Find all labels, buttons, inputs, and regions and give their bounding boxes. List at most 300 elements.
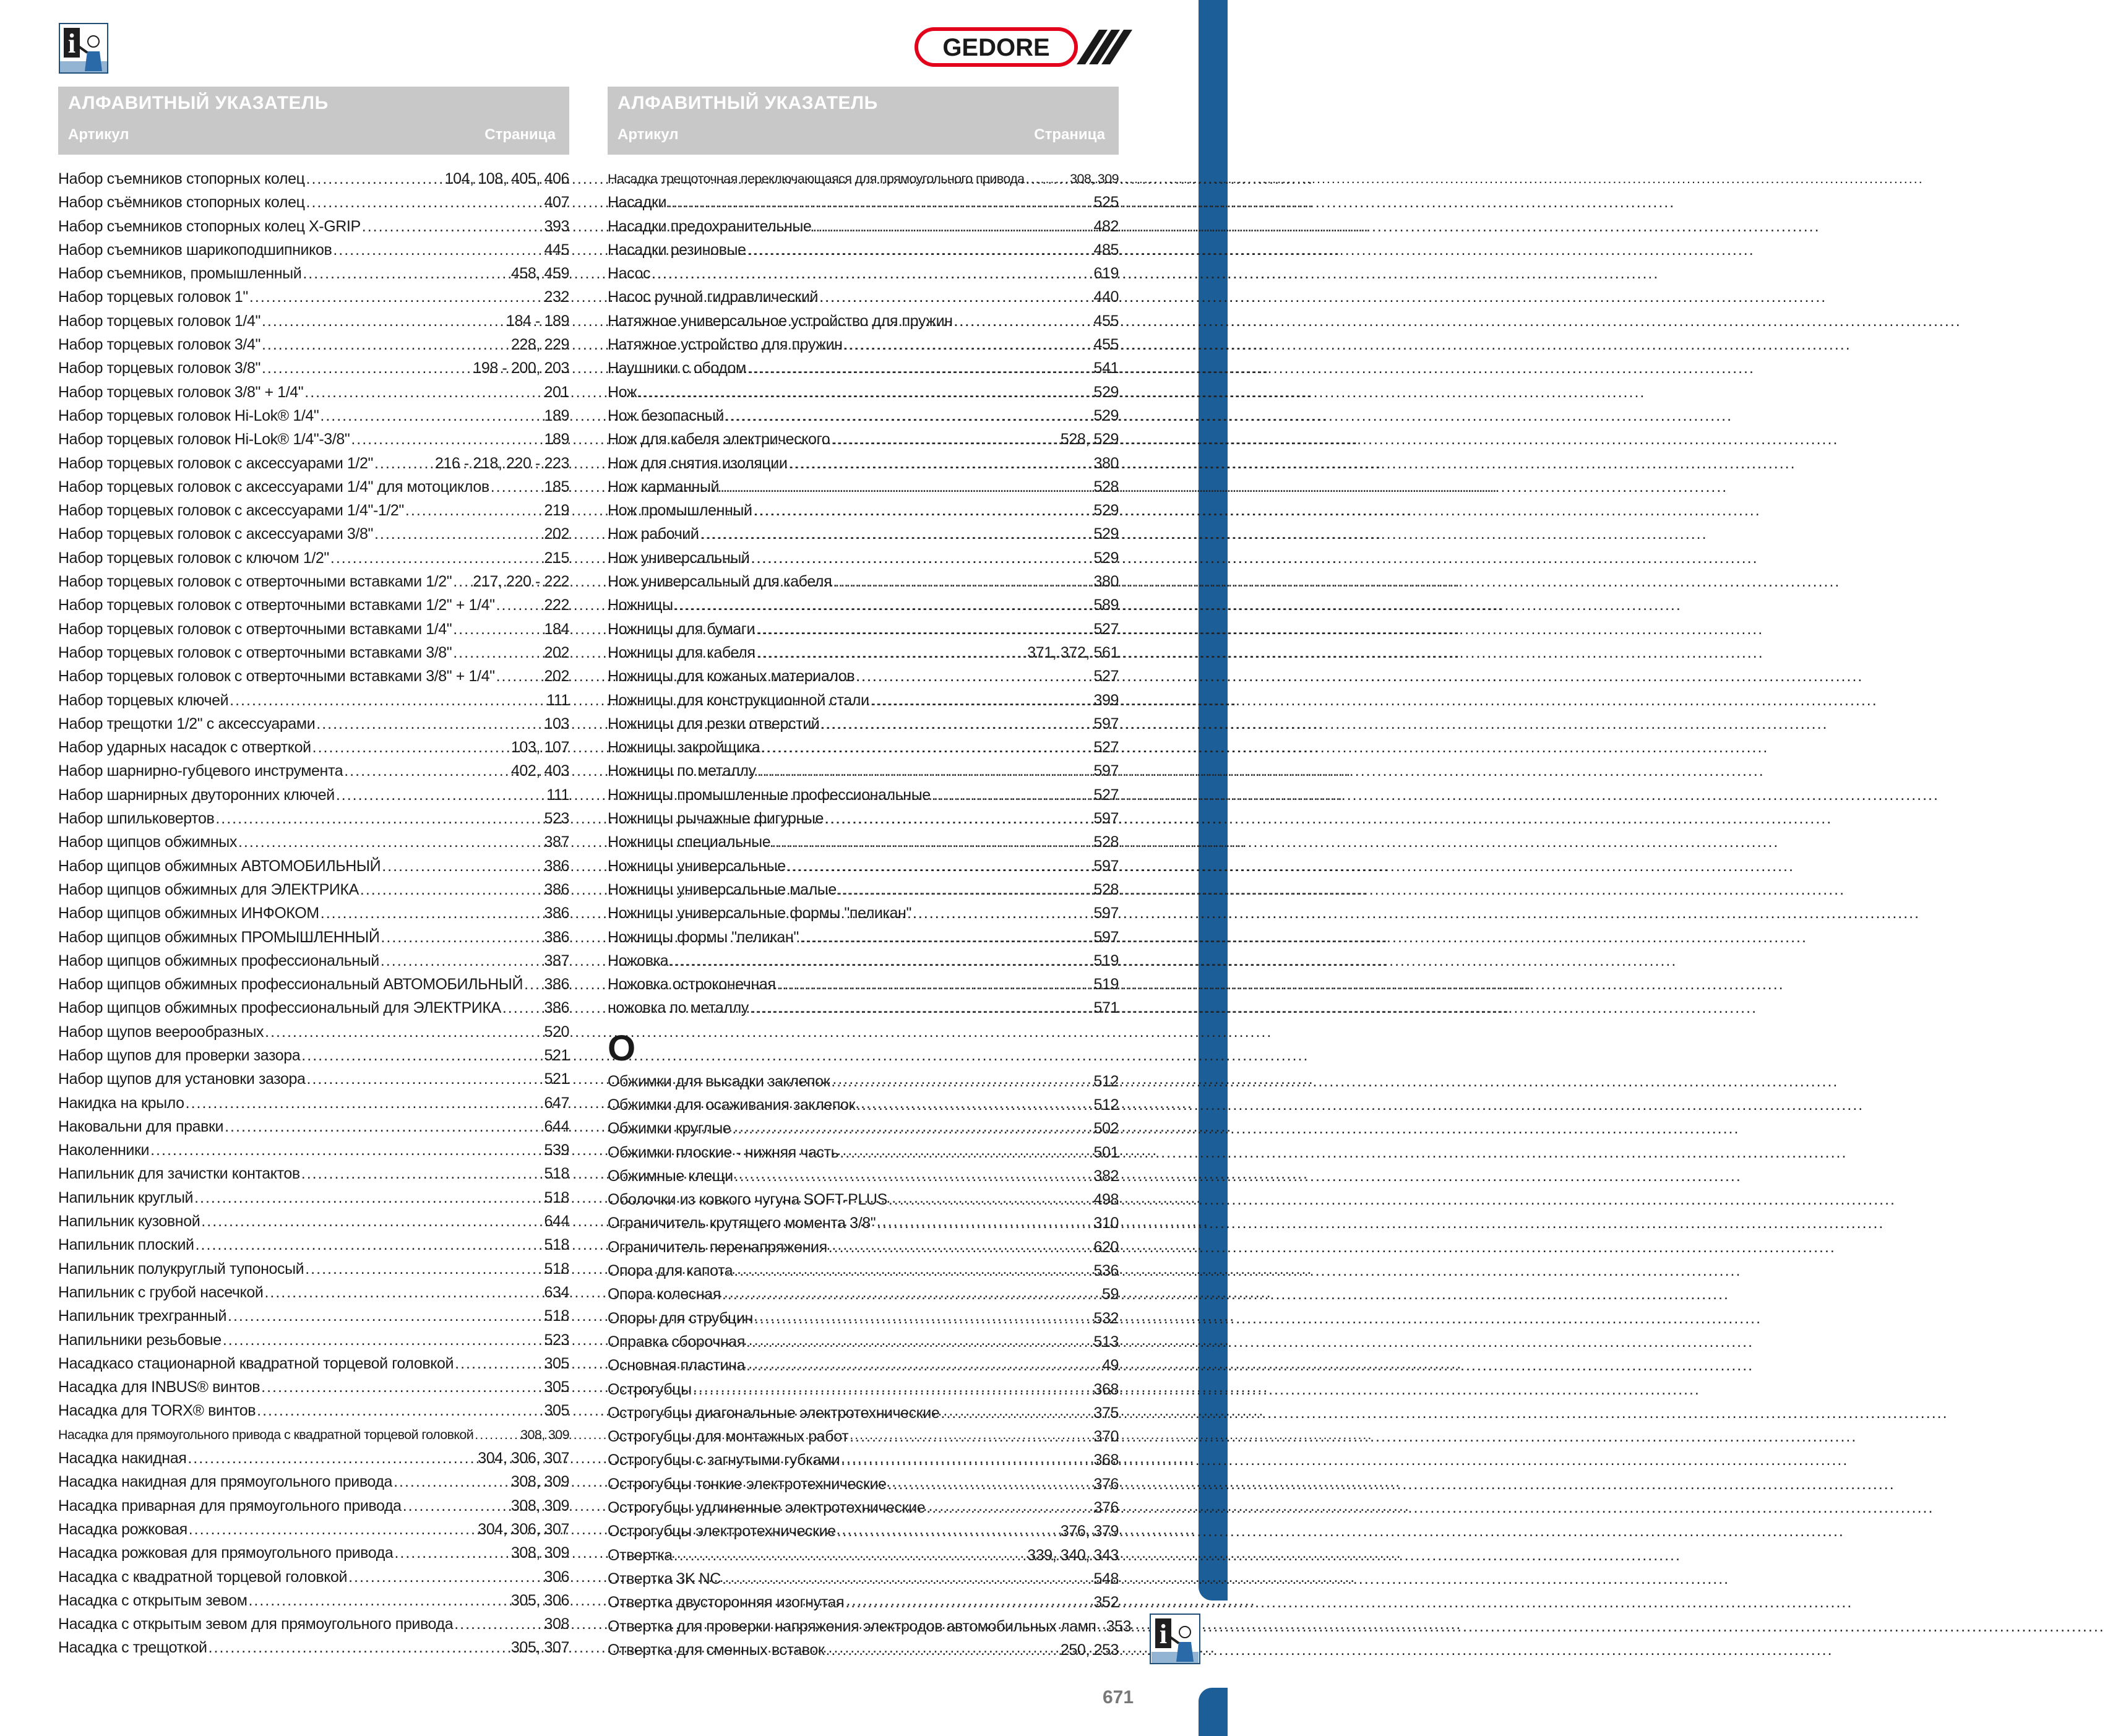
entry-article: Ножницы рычажные фигурные <box>608 810 824 828</box>
index-entry <box>58 167 569 191</box>
entry-article: Ножницы универсальные малые <box>608 880 837 898</box>
index-entry <box>58 1375 569 1399</box>
index-entry <box>58 1186 569 1210</box>
section-letter: О <box>608 1028 636 1068</box>
leader-dots <box>833 570 1092 593</box>
entry-article: Ограничитель крутящего момента 3/8" <box>608 1214 876 1232</box>
leader-dots <box>837 1519 1059 1543</box>
leader-dots <box>669 949 1092 973</box>
entry-page: 305, 306 <box>510 1591 569 1609</box>
entry-article: Основная пластина <box>608 1357 745 1375</box>
leader-dots <box>261 1375 543 1399</box>
entry-page: 525 <box>1093 194 1119 212</box>
index-entry <box>58 759 569 783</box>
info-icon <box>1150 1614 1200 1664</box>
index-entry <box>608 1070 1119 1093</box>
svg-text:i: i <box>1159 1619 1168 1649</box>
header-title: АЛФАВИТНЫЙ УКАЗАТЕЛЬ <box>68 93 329 113</box>
entry-page: 219 <box>544 502 569 520</box>
entry-page: 518 <box>544 1307 569 1325</box>
entry-article: Насадка накидная <box>58 1450 187 1467</box>
index-entry <box>58 1233 569 1257</box>
leader-dots <box>787 854 1093 878</box>
entry-article: Насадка с квадратной торцевой головкой <box>58 1568 348 1586</box>
leader-dots <box>262 333 510 356</box>
index-entry <box>608 309 1119 333</box>
entry-page: 370 <box>1093 1428 1119 1446</box>
index-header <box>58 87 569 155</box>
index-entry <box>608 499 1119 522</box>
leader-dots <box>856 1093 1092 1117</box>
entry-page: 597 <box>1093 715 1119 733</box>
leader-dots <box>941 1401 1092 1425</box>
index-entry <box>58 712 569 736</box>
index-entry <box>608 1472 1119 1496</box>
index-entry <box>58 1020 569 1044</box>
index-entry <box>608 1615 1132 1638</box>
entry-article: Напильник с грубой насечкой <box>58 1283 264 1301</box>
index-entry <box>608 926 1119 949</box>
leader-dots <box>757 641 1027 664</box>
entry-page: 386 <box>544 928 569 946</box>
entry-article: Насадка рожковая <box>58 1520 187 1538</box>
entry-page: 548 <box>1093 1570 1119 1588</box>
entry-article: Набор съемников стопорных колец X-GRIP <box>58 217 361 235</box>
entry-article: Ножницы для бумаги <box>608 620 755 638</box>
entry-page: 216 - 218, 220 - 223 <box>434 454 569 472</box>
index-entry <box>58 1257 569 1281</box>
index-entry <box>58 926 569 949</box>
entry-article: Ножовка <box>608 952 669 969</box>
index-entry <box>608 356 1119 380</box>
entry-page: 308, 309 <box>520 1427 569 1442</box>
leader-dots <box>453 617 543 641</box>
entry-article: Набор шарнирных двуторонних ключей <box>58 786 335 804</box>
entry-article: Набор съемников стопорных колец <box>58 170 305 187</box>
index-entry <box>58 736 569 759</box>
leader-dots <box>932 783 1093 807</box>
leader-dots <box>1098 1615 1105 1638</box>
leader-dots <box>228 1304 543 1328</box>
entry-article: Набор ударных насадок с отверткой <box>58 739 311 757</box>
index-entry <box>58 996 569 1020</box>
index-entry <box>58 1138 569 1162</box>
entry-page: 111 <box>546 786 569 804</box>
index-entry <box>608 1567 1119 1591</box>
index-entry <box>58 546 569 570</box>
entry-page: 539 <box>544 1141 569 1159</box>
entry-page: 518 <box>544 1188 569 1206</box>
entry-article: Ограничитель перенапряжения <box>608 1238 827 1256</box>
entry-page: 597 <box>1093 857 1119 875</box>
index-entry <box>608 1496 1119 1519</box>
page-label: Страница <box>484 126 556 143</box>
entry-article: Насадка для прямоугольного привода с квадратной торцевой головкой <box>58 1427 474 1442</box>
index-entry <box>58 664 569 688</box>
entry-article: Отвертка для проверки напряжения электродов автомобильных ламп <box>608 1617 1096 1635</box>
article-label: Артикул <box>68 126 129 143</box>
entry-page: 368 <box>1093 1451 1119 1469</box>
entry-page: 589 <box>1093 596 1119 614</box>
entry-article: Ножницы по металлу <box>608 762 756 780</box>
leader-dots <box>344 759 510 783</box>
index-entry <box>58 333 569 356</box>
entry-page: 103 <box>544 715 569 733</box>
leader-dots <box>316 712 543 736</box>
entry-article: Ножницы <box>608 596 673 614</box>
leader-dots <box>405 499 543 522</box>
entry-article: Нож универсальный для кабеля <box>608 573 832 591</box>
entry-article: Набор торцевых головок с отверточными вставками 1/2" <box>58 573 452 591</box>
entry-article: Наушники с ободом <box>608 359 746 377</box>
entry-article: Насадки резиновые <box>608 241 746 259</box>
index-entry <box>58 404 569 428</box>
entry-article: Напильники резьбовые <box>58 1331 222 1349</box>
entry-article: Отвертка двусторонняя изогнутая <box>608 1594 845 1612</box>
leader-dots <box>693 1378 1093 1401</box>
index-entry <box>608 191 1119 214</box>
entry-page: 440 <box>1093 288 1119 306</box>
entry-page: 571 <box>1093 999 1119 1017</box>
entry-page: 407 <box>544 194 569 212</box>
leader-dots <box>777 973 1092 996</box>
index-entry <box>58 215 569 238</box>
leader-dots <box>746 1330 1093 1354</box>
entry-article: Насадка рожковая для прямоугольного привода <box>58 1544 394 1562</box>
index-entry <box>608 878 1119 901</box>
index-entry <box>58 1210 569 1233</box>
entry-page: 228, 229 <box>510 336 569 354</box>
index-entry <box>58 1518 569 1541</box>
index-entry <box>58 1589 569 1612</box>
entry-page: 386 <box>544 880 569 898</box>
leader-dots <box>348 1565 543 1589</box>
entry-article: Напильник полукруглый тупоносый <box>58 1260 304 1278</box>
leader-dots <box>187 1446 476 1470</box>
leader-dots <box>845 1591 1092 1614</box>
entry-page: 380 <box>1093 573 1119 591</box>
entry-article: Опора для капота <box>608 1262 733 1280</box>
entry-article: Насадка накидная для прямоугольного привода <box>58 1473 393 1491</box>
leader-dots <box>362 215 543 238</box>
entry-article: Набор щипцов обжимных профессиональный для ЭЛЕКТРИКА <box>58 999 501 1017</box>
entry-page: 189 <box>544 406 569 424</box>
entry-article: Наколенники <box>58 1141 150 1159</box>
entry-article: Набор торцевых головок с отверточными вставками 3/8" <box>58 643 452 661</box>
leader-dots <box>249 285 543 309</box>
entry-page: 455 <box>1093 312 1119 330</box>
entry-article: Обжимки плоские - нижняя часть <box>608 1143 839 1161</box>
entry-article: Напильник трехгранный <box>58 1307 227 1325</box>
leader-dots <box>734 1259 1092 1283</box>
right-column <box>608 87 1132 1659</box>
entry-page: 523 <box>544 810 569 828</box>
entry-page: 402, 403 <box>510 762 569 780</box>
leader-dots <box>820 712 1092 736</box>
entry-list <box>608 167 1132 1662</box>
index-entry <box>608 641 1119 664</box>
article-label: Артикул <box>618 126 679 143</box>
leader-dots <box>262 356 471 380</box>
leader-dots <box>761 736 1092 759</box>
index-entry <box>58 285 569 309</box>
entry-page: 111 <box>546 691 569 709</box>
entry-page: 523 <box>544 1331 569 1349</box>
index-entry <box>608 1093 1119 1117</box>
entry-article: Отвертка 3K NC <box>608 1570 721 1588</box>
entry-article: Набор съемников, промышленный <box>58 265 302 283</box>
index-entry <box>58 807 569 830</box>
leader-dots <box>262 309 505 333</box>
index-entry <box>608 854 1119 878</box>
leader-dots <box>230 689 545 712</box>
leader-dots <box>825 807 1092 830</box>
leader-dots <box>668 191 1092 214</box>
entry-article: Острогубцы тонкие электротехнические <box>608 1475 887 1493</box>
entry-article: Набор торцевых головок с аксессуарами 3/8" <box>58 525 373 543</box>
index-entry <box>58 1328 569 1352</box>
entry-page: 371, 372, 561 <box>1027 643 1119 661</box>
entry-article: Ножницы универсальные формы "пеликан" <box>608 905 911 922</box>
leader-dots <box>954 309 1093 333</box>
entry-article: Оправка сборочная <box>608 1333 745 1351</box>
leader-dots <box>652 262 1092 285</box>
index-entry <box>608 830 1119 854</box>
leader-dots <box>838 878 1093 901</box>
leader-dots <box>850 1425 1092 1448</box>
entry-article: Насадка для INBUS® винтов <box>58 1378 260 1396</box>
entry-page: 306 <box>544 1568 569 1586</box>
entry-article: Опора колесная <box>608 1286 721 1304</box>
entry-page: 215 <box>544 549 569 567</box>
svg-text:i: i <box>67 28 76 59</box>
entry-article: Острогубцы электротехнические <box>608 1523 836 1540</box>
leader-dots <box>747 238 1093 262</box>
entry-page: 376, 379 <box>1060 1523 1119 1540</box>
entry-article: Набор торцевых головок 1" <box>58 288 248 306</box>
entry-page: 339, 340, 343 <box>1027 1546 1119 1564</box>
index-entry <box>608 522 1119 546</box>
leader-dots <box>306 167 444 191</box>
entry-page: 353 <box>1106 1617 1132 1635</box>
leader-dots <box>351 428 543 451</box>
entry-article: Нож безопасный <box>608 406 724 424</box>
entry-page: 529 <box>1093 383 1119 401</box>
entry-page: 386 <box>544 905 569 922</box>
entry-article: Набор торцевых головок с отверточными вставками 1/4" <box>58 620 452 638</box>
entry-article: Обжимки круглые <box>608 1120 731 1138</box>
entry-article: Ножницы для резки отверстий <box>608 715 820 733</box>
index-entry <box>58 1494 569 1518</box>
entry-article: Набор съёмников стопорных колец <box>58 194 305 212</box>
leader-dots <box>360 878 543 901</box>
leader-dots <box>453 570 471 593</box>
entry-page: 485 <box>1093 241 1119 259</box>
leader-dots <box>321 901 543 925</box>
entry-article: Набор щупов для установки зазора <box>58 1070 306 1088</box>
entry-page: 527 <box>1093 786 1119 804</box>
entry-page: 528 <box>1093 478 1119 496</box>
leader-dots <box>926 1496 1092 1519</box>
leader-dots <box>754 1307 1093 1330</box>
entry-article: Острогубцы для монтажных работ <box>608 1428 849 1446</box>
entry-page: 386 <box>544 976 569 994</box>
entry-page: 455 <box>1093 336 1119 354</box>
index-entry <box>608 1378 1119 1401</box>
index-entry <box>58 854 569 878</box>
entry-article: Острогубцы диагональные электротехнические <box>608 1404 940 1422</box>
leader-dots <box>265 1020 543 1044</box>
entry-page: 644 <box>544 1213 569 1231</box>
index-entry <box>58 428 569 451</box>
index-entry <box>58 1541 569 1565</box>
entry-article: Набор торцевых головок 3/4" <box>58 336 260 354</box>
entry-page: 202 <box>544 643 569 661</box>
entry-article: Набор торцевых головок с аксессуарами 1/4" для мотоциклов <box>58 478 489 496</box>
index-entry <box>58 949 569 973</box>
leader-dots <box>455 1352 543 1375</box>
entry-article: Набор съемников шарикоподшипников <box>58 241 332 259</box>
entry-page: 352 <box>1093 1594 1119 1612</box>
brand-name: GEDORE <box>942 34 1050 61</box>
entry-page: 304, 306, 307 <box>478 1520 569 1538</box>
left-column <box>58 87 569 1657</box>
index-entry <box>58 1636 569 1659</box>
entry-article: Набор торцевых головок 3/8" <box>58 359 260 377</box>
leader-dots <box>720 475 1092 499</box>
entry-page: 520 <box>544 1023 569 1041</box>
entry-page: 521 <box>544 1046 569 1064</box>
entry-article: Ножницы для конструкционной стали <box>608 691 869 709</box>
entry-article: Набор щипцов обжимных <box>58 833 237 851</box>
index-entry <box>58 641 569 664</box>
entry-article: Ножницы специальные <box>608 833 771 851</box>
leader-dots <box>502 996 543 1020</box>
entry-page: 597 <box>1093 762 1119 780</box>
entry-list <box>58 167 569 1660</box>
entry-page: 620 <box>1093 1238 1119 1256</box>
side-tab-bottom <box>1199 1688 1228 1736</box>
leader-dots <box>856 664 1092 688</box>
leader-dots <box>756 617 1092 641</box>
entry-page: 521 <box>544 1070 569 1088</box>
page-label: Страница <box>1034 126 1105 143</box>
index-entry <box>58 191 569 214</box>
entry-page: 189 <box>544 431 569 449</box>
index-entry <box>608 664 1119 688</box>
entry-page: 387 <box>544 833 569 851</box>
entry-article: Отвертка для сменных вставок <box>608 1641 825 1659</box>
entry-page: 386 <box>544 999 569 1017</box>
index-entry <box>608 783 1119 807</box>
entry-article: Отвертка <box>608 1546 673 1564</box>
entry-page: 304, 306, 307 <box>478 1450 569 1467</box>
entry-page: 202 <box>544 525 569 543</box>
entry-article: Напильник для зачистки контактов <box>58 1165 300 1183</box>
index-entry <box>58 1423 569 1446</box>
index-entry <box>58 689 569 712</box>
entry-page: 619 <box>1093 265 1119 283</box>
index-entry <box>58 1044 569 1067</box>
index-entry <box>608 475 1119 499</box>
entry-page: 250, 253 <box>1060 1641 1119 1659</box>
leader-dots <box>841 1448 1092 1472</box>
leader-dots <box>772 830 1092 854</box>
index-entry <box>608 262 1119 285</box>
index-entry <box>58 830 569 854</box>
leader-dots <box>301 1044 543 1067</box>
leader-dots <box>330 546 543 570</box>
page-number: 671 <box>1103 1687 1134 1708</box>
entry-article: Насадка для TORX® винтов <box>58 1402 256 1420</box>
entry-article: Набор щипцов обжимных АВТОМОБИЛЬНЫЙ <box>58 857 381 875</box>
entry-page: 597 <box>1093 905 1119 922</box>
entry-page: 518 <box>544 1165 569 1183</box>
leader-dots <box>700 522 1092 546</box>
entry-page: 184 <box>544 620 569 638</box>
entry-page: 308, 309 <box>1070 171 1119 186</box>
entry-article: Насос <box>608 265 651 283</box>
entry-article: Насадка с открытым зевом для прямоугольного привода <box>58 1615 454 1633</box>
entry-article: Набор торцевых головок с аксессуарами 1/2" <box>58 454 373 472</box>
entry-page: 59 <box>1101 1286 1119 1304</box>
entry-article: Нож промышленный <box>608 502 752 520</box>
entry-article: Обжимные клещи <box>608 1167 733 1185</box>
entry-page: 529 <box>1093 525 1119 543</box>
entry-page: 368 <box>1093 1380 1119 1398</box>
entry-page: 376 <box>1093 1475 1119 1493</box>
index-entry <box>608 167 1119 191</box>
index-entry <box>608 404 1119 428</box>
index-entry <box>58 570 569 593</box>
entry-article: Насадка с открытым зевом <box>58 1591 248 1609</box>
entry-article: Оболочки из ковкого чугуна SOFT-PLUS <box>608 1191 887 1209</box>
index-entry <box>608 570 1119 593</box>
entry-page: 393 <box>544 217 569 235</box>
index-entry <box>58 1091 569 1115</box>
entry-page: 380 <box>1093 454 1119 472</box>
leader-dots <box>194 1186 543 1210</box>
leader-dots <box>223 1328 543 1352</box>
entry-article: Нож рабочий <box>608 525 699 543</box>
leader-dots <box>336 783 545 807</box>
leader-dots <box>320 404 543 428</box>
leader-dots <box>189 1518 477 1541</box>
entry-article: Напильник круглый <box>58 1188 194 1206</box>
index-entry <box>58 1352 569 1375</box>
index-entry <box>608 546 1119 570</box>
entry-article: Ножницы промышленные профессиональные <box>608 786 931 804</box>
index-entry <box>58 238 569 262</box>
leader-dots <box>303 262 510 285</box>
index-entry <box>608 1283 1119 1306</box>
entry-article: Набор щипцов обжимных профессиональный АВТОМОБИЛЬНЫЙ <box>58 976 523 994</box>
leader-dots <box>825 1638 1059 1662</box>
index-entry <box>58 522 569 546</box>
entry-page: 529 <box>1093 406 1119 424</box>
index-entry <box>608 1117 1119 1140</box>
entry-page: 104, 108, 405, 406 <box>444 170 569 187</box>
leader-dots <box>306 191 543 214</box>
index-entry <box>608 973 1119 996</box>
index-entry <box>608 1307 1119 1330</box>
leader-dots <box>305 1257 543 1281</box>
entry-article: Набор трещотки 1/2" с аксессуарами <box>58 715 316 733</box>
leader-dots <box>819 285 1092 309</box>
leader-dots <box>257 1399 543 1422</box>
entry-page: 305 <box>544 1378 569 1396</box>
entry-article: Набор торцевых головок с отверточными вставками 1/2" + 1/4" <box>58 596 495 614</box>
